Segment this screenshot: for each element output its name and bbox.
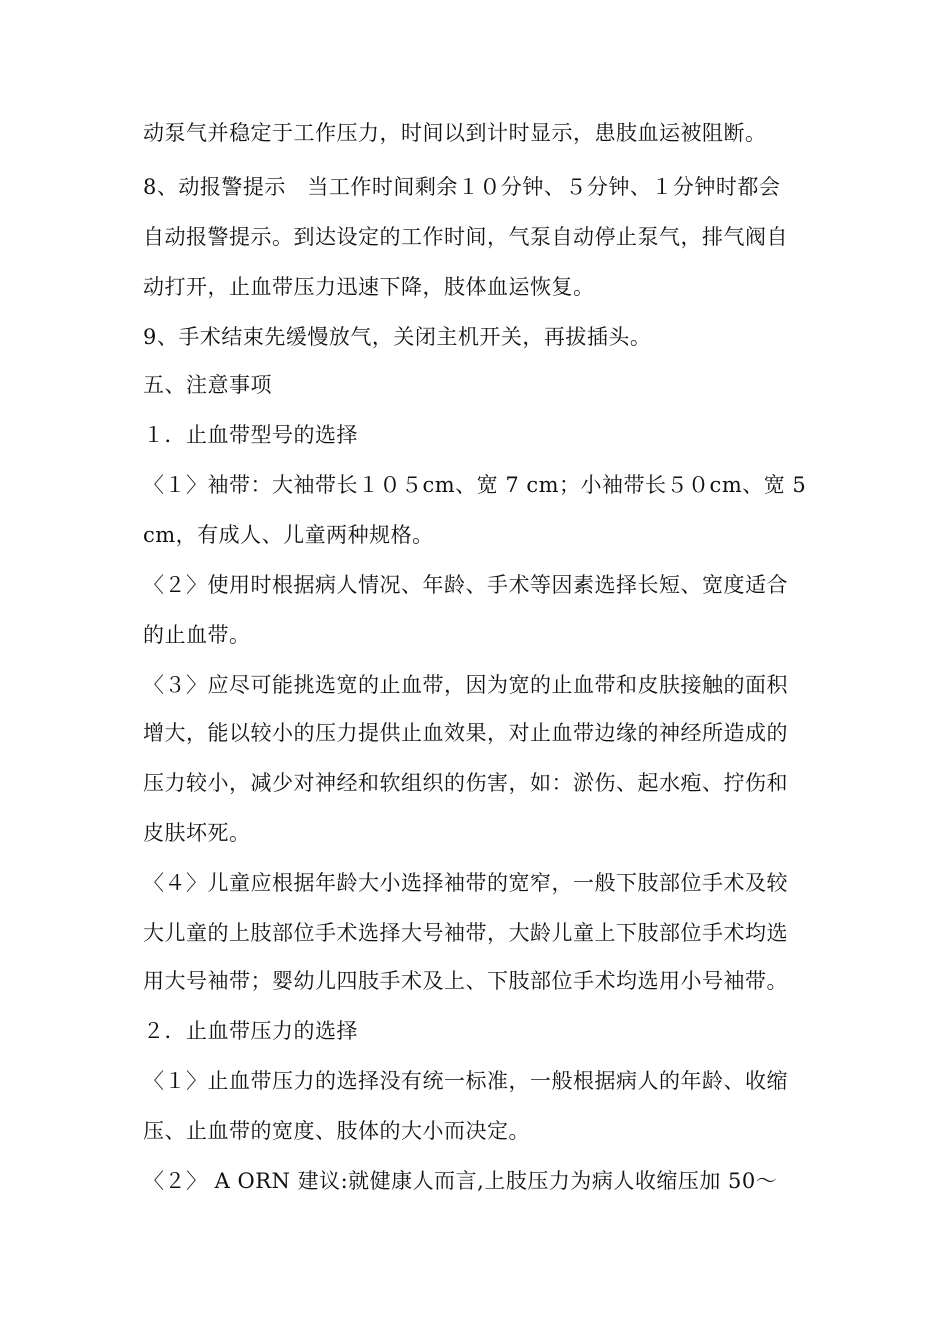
text-line: 皮肤坏死。 <box>143 821 251 845</box>
text-line: 动打开，止血带压力迅速下降，肢体血运恢复。 <box>143 275 595 299</box>
text-line: 用大号袖带；婴幼儿四肢手术及上、下肢部位手术均选用小号袖带。 <box>143 969 788 993</box>
text-line: 〈２〉 A ORN 建议:就健康人而言,上肢压力为病人收缩压加 50～ <box>143 1169 778 1193</box>
subsection-heading: ２．止血带压力的选择 <box>143 1019 358 1043</box>
text-line: 9、手术结束先缓慢放气，关闭主机开关，再拔插头。 <box>143 325 652 349</box>
text-line: 的止血带。 <box>143 623 251 647</box>
section-heading: 五、注意事项 <box>143 373 272 397</box>
text-line: 〈１〉袖带：大袖带长１０５cm、宽 7 cm；小袖带长５０cm、宽 5 <box>143 473 807 497</box>
text-line: 〈４〉儿童应根据年龄大小选择袖带的宽窄，一般下肢部位手术及较 <box>143 871 788 895</box>
text-line: 增大，能以较小的压力提供止血效果，对止血带边缘的神经所造成的 <box>143 721 788 745</box>
text-line: 〈３〉应尽可能挑选宽的止血带，因为宽的止血带和皮肤接触的面积 <box>143 673 788 697</box>
subsection-heading: １．止血带型号的选择 <box>143 423 358 447</box>
text-line: 压、止血带的宽度、肢体的大小而决定。 <box>143 1119 530 1143</box>
text-line: 〈２〉使用时根据病人情况、年龄、手术等因素选择长短、宽度适合 <box>143 573 788 597</box>
text-line: 自动报警提示。到达设定的工作时间，气泵自动停止泵气，排气阀自 <box>143 225 788 249</box>
text-line: 〈１〉止血带压力的选择没有统一标准，一般根据病人的年龄、收缩 <box>143 1069 788 1093</box>
text-line: 大儿童的上肢部位手术选择大号袖带，大龄儿童上下肢部位手术均选 <box>143 921 788 945</box>
text-line: 8、动报警提示 当工作时间剩余１０分钟、５分钟、１分钟时都会 <box>143 175 781 199</box>
text-line: 压力较小，减少对神经和软组织的伤害，如：淤伤、起水疱、拧伤和 <box>143 771 788 795</box>
text-line: cm，有成人、儿童两种规格。 <box>143 523 434 547</box>
text-line: 动泵气并稳定于工作压力，时间以到计时显示，患肢血运被阻断。 <box>143 121 767 145</box>
